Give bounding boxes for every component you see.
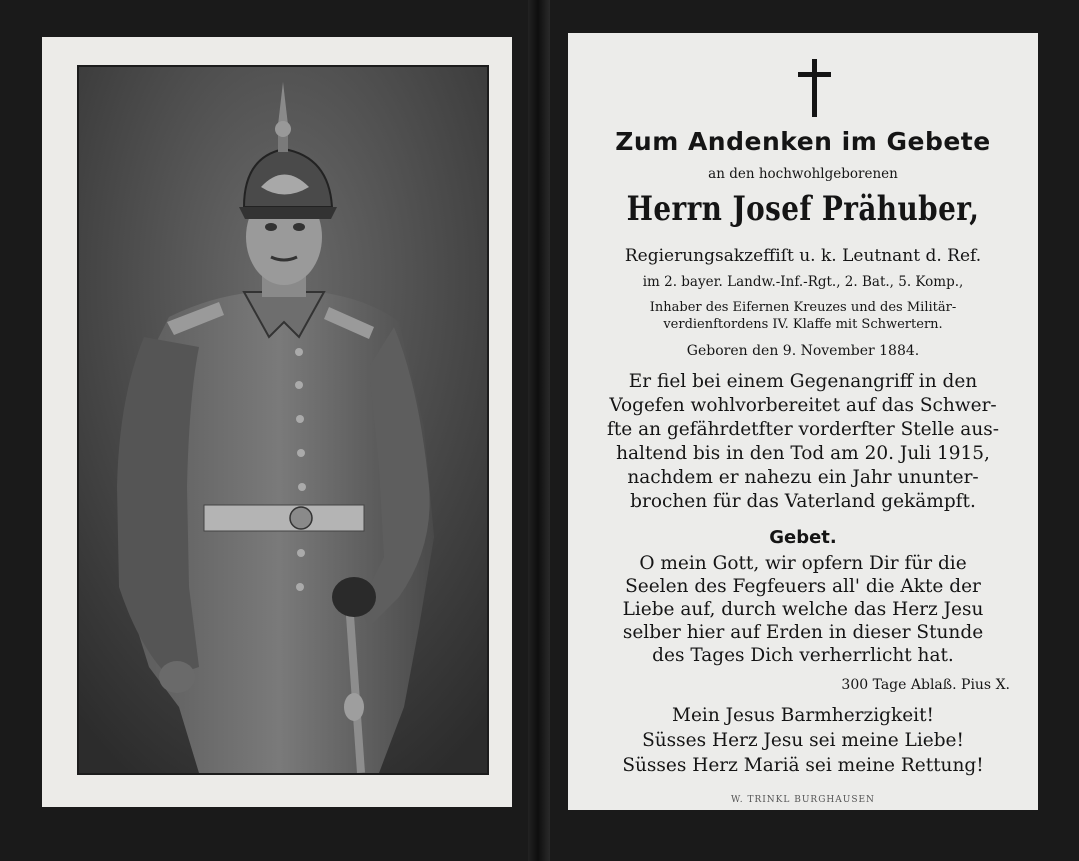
prayer-line: Liebe auf, durch welche das Herz Jesu — [622, 599, 984, 620]
award-line: verdienftordens IV. Klaffe mit Schwertern. — [663, 317, 943, 332]
deceased-name: Herrn Josef Prähuber, — [626, 189, 980, 229]
death-text-line: Vogefen wohlvorbereitet auf das Schwer- — [609, 395, 997, 416]
card-title: Zum Andenken im Gebete — [615, 127, 991, 156]
award-line: Inhaber des Eifernen Kreuzes und des Militär- — [649, 300, 957, 315]
death-text-line: brochen für das Vaterland gekämpft. — [630, 491, 976, 512]
death-text-line: nachdem er nahezu ein Jahr ununter- — [627, 467, 979, 488]
card-fold — [528, 0, 550, 861]
portrait-card — [42, 37, 512, 807]
soldier-portrait-photo — [77, 65, 489, 775]
prayer-line: selber hier auf Erden in dieser Stunde — [622, 622, 984, 643]
birth-date-line: Geboren den 9. November 1884. — [686, 343, 920, 359]
intro-line: an den hochwohlgeborenen — [708, 166, 898, 182]
memorial-text-card — [568, 33, 1038, 810]
closing-line: Süsses Herz Jesu sei meine Liebe! — [642, 730, 964, 751]
death-text-line: haltend bis in den Tod am 20. Juli 1915, — [616, 443, 990, 464]
rank-line: Regierungsakzeffiſt u. k. Leutnant d. Ref. — [624, 246, 982, 266]
indulgence-line: 300 Tage Ablaß. Pius X. — [841, 677, 1010, 693]
printer-imprint: W. TRINKL BURGHAUSEN — [731, 795, 875, 805]
prayer-heading: Gebet. — [769, 527, 837, 548]
soldier-portrait-image — [79, 67, 487, 773]
prayer-line: O mein Gott, wir opfern Dir für die — [639, 553, 967, 574]
prayer-line: Seelen des Fegfeuers all' die Akte der — [625, 576, 981, 597]
death-text-line: Er fiel bei einem Gegenangriff in den — [628, 371, 978, 392]
death-text-line: fte an gefährdetfter vorderfter Stelle aus- — [607, 419, 999, 440]
closing-line: Mein Jesus Barmherzigkeit! — [672, 705, 934, 726]
cross-icon — [794, 59, 834, 117]
closing-line: Süsses Herz Mariä sei meine Rettung! — [622, 755, 984, 776]
prayer-line: des Tages Dich verherrlicht hat. — [652, 645, 954, 666]
regiment-line: im 2. bayer. Landw.-Inf.-Rgt., 2. Bat., 5. Komp., — [642, 274, 964, 290]
